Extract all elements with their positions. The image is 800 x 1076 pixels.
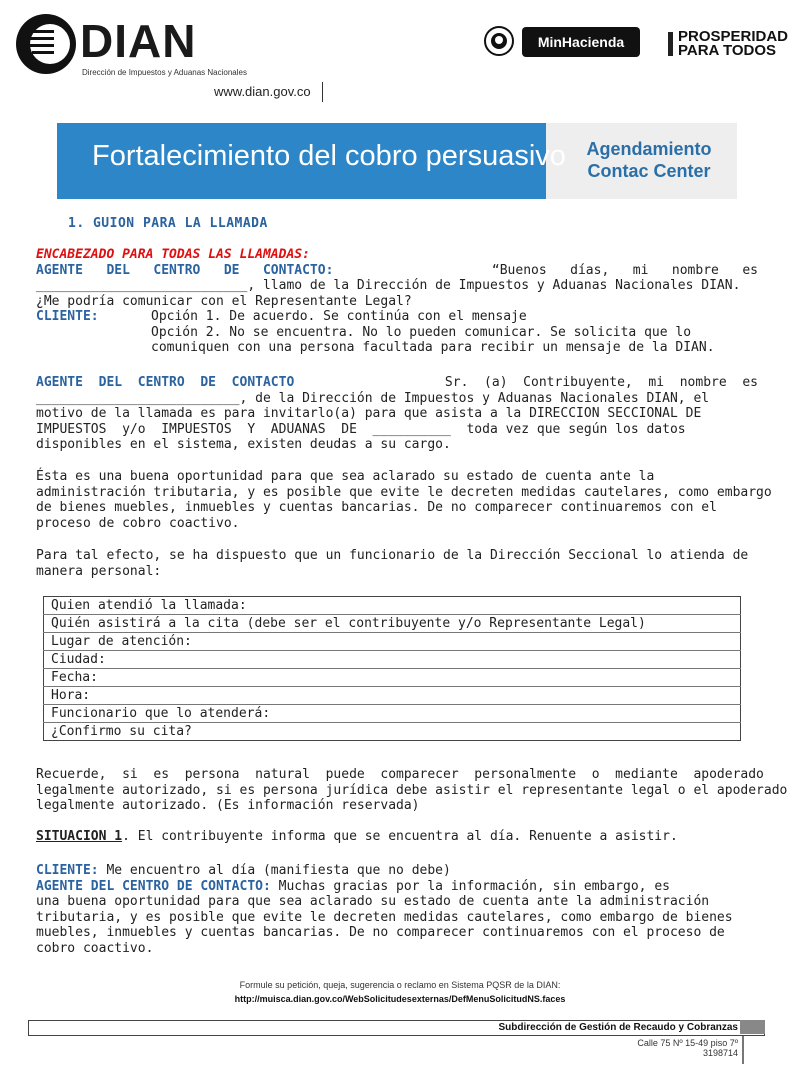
dian-logo-text: DIAN [80, 15, 197, 67]
para1-line1 [36, 375, 758, 391]
para4-line3: legalmente autorizado. (Es información reservada) [36, 798, 420, 813]
client-option2 [36, 325, 758, 356]
form-field-city[interactable]: Ciudad: [44, 651, 741, 669]
intro-agent-line3: ¿Me podría comunicar con el Representante Legal? [36, 293, 412, 309]
footer-phone: 3198714 [702, 1048, 738, 1058]
dian-logo-subtitle: Dirección de Impuestos y Aduanas Nacionales [82, 68, 247, 77]
dialog-line1: una buena oportunidad para que sea aclarado su estado de cuenta ante la administración [36, 894, 710, 909]
client-label: CLIENTE: [36, 309, 99, 324]
dialog-client-label: CLIENTE: [36, 863, 99, 878]
footer-address-block [560, 1038, 738, 1058]
website-link[interactable]: www.dian.gov.co [214, 84, 311, 99]
prosperidad-logo [678, 30, 788, 58]
client-row [36, 309, 758, 325]
situation-1 [36, 829, 678, 845]
para2-line2: administración tributaria, y es posible que evite le decreten medidas cautelares, como embargo [36, 484, 772, 500]
banner-title: Fortalecimiento del cobro persuasivo [92, 140, 566, 172]
intro-block [36, 247, 758, 356]
banner-subtitle [560, 138, 738, 182]
footer-pqsr-link[interactable]: http://muisca.dian.gov.co/WebSolicitudesexternas/DefMenuSolicitudNS.faces [234, 994, 566, 1004]
client-option2-line1: Opción 2. No se encuentra. No lo pueden comunicar. Se solicita que lo [151, 324, 692, 340]
footer-vertical-line [742, 1036, 744, 1064]
footer-subdireccion: Subdirección de Gestión de Recaudo y Cobranzas [498, 1022, 738, 1033]
para1-line5: disponibles en el sistema, existen deudas a su cargo. [36, 437, 451, 452]
table-row [44, 705, 741, 723]
banner-subtitle-line2: Contac Center [587, 161, 711, 181]
para2-line4: proceso de cobro coactivo. [36, 515, 240, 531]
prosperidad-line1: PROSPERIDAD [678, 28, 789, 45]
dialog-agent-label: AGENTE DEL CENTRO DE CONTACTO: [36, 878, 271, 894]
table-row [44, 723, 741, 741]
agent-greeting: “Buenos días, mi nombre es [491, 262, 758, 278]
minhacienda-logo: MinHacienda [522, 27, 640, 57]
footer-address: Calle 75 Nº 15-49 piso 7º [637, 1038, 738, 1048]
dialog-client-line [36, 863, 758, 879]
para1-line3: motivo de la llamada es para invitarlo(a) para que asista a la DIRECCION SECCIONAL DE [36, 406, 702, 421]
paragraph-appointment [36, 548, 758, 579]
table-row [44, 651, 741, 669]
para3-line2: manera personal: [36, 563, 162, 579]
para1-line2: __________________________, de la Dirección de Impuestos y Aduanas Nacionales DIAN, el [36, 390, 710, 406]
form-field-time[interactable]: Hora: [44, 687, 741, 705]
para2-line3: de bienes muebles, inmuebles y cuentas bancarias. De no comparecer continuaremos con el [36, 500, 717, 515]
intro-agent-line1 [36, 263, 758, 279]
intro-heading: ENCABEZADO PARA TODAS LAS LLAMADAS: [36, 247, 310, 262]
situation-text: . El contribuyente informa que se encuentra al día. Renuente a asistir. [122, 829, 678, 844]
client-option2-line2: comuniquen con una persona facultada para recibir un mensaje de la DIAN. [151, 340, 715, 355]
situation-label: SITUACION 1 [36, 829, 123, 844]
banner-subtitle-line1: Agendamiento [586, 139, 712, 159]
para1-line1-text: Sr. (a) Contribuyente, mi nombre es [437, 375, 758, 390]
paragraph-opportunity [36, 469, 772, 531]
prosperidad-line2: PARA TODOS [678, 42, 777, 59]
government-seal-icon [484, 26, 514, 56]
form-field-confirm[interactable]: ¿Confirmo su cita? [51, 724, 192, 739]
form-field-location[interactable]: Lugar de atención: [44, 633, 741, 651]
form-field-attendee[interactable]: Quién asistirá a la cita (debe ser el contribuyente y/o Representante Legal) [44, 615, 741, 633]
footer-pqsr-text: Formule su petición, queja, sugerencia o reclamo en Sistema PQSR de la DIAN: [239, 980, 561, 990]
para1-agent-label: AGENTE DEL CENTRO DE CONTACTO [36, 375, 295, 390]
dialog-line3: muebles, inmuebles y cuentas bancarias. De no comparecer continuaremos con el proceso de [36, 925, 725, 940]
client-option1: Opción 1. De acuerdo. Se continúa con el mensaje [151, 309, 527, 324]
table-row [44, 687, 741, 705]
para4-line2: legalmente autorizado, si es persona jurídica debe asistir el representante legal o el apoderado [36, 782, 788, 798]
dialog-agent-line [36, 879, 758, 895]
dialog-line2: tributaria, y es posible que evite le decreten medidas cautelares, como embargo de bienes [36, 909, 733, 925]
footer-gray-block [740, 1020, 765, 1034]
dialog-block [36, 863, 758, 956]
prosperidad-bar-icon [668, 32, 673, 56]
para1-line4: IMPUESTOS y/o IMPUESTOS Y ADUANAS DE __________ toda vez que según los datos [36, 421, 686, 437]
dialog-line4: cobro coactivo. [36, 940, 154, 956]
table-row [44, 597, 741, 615]
form-field-official[interactable]: Funcionario que lo atenderá: [44, 705, 741, 723]
form-field-date[interactable]: Fecha: [44, 669, 741, 687]
paragraph-reminder [36, 767, 788, 814]
table-row [44, 633, 741, 651]
appointment-form-table [43, 596, 741, 741]
dialog-client-text: Me encuentro al día (manifiesta que no debe) [98, 863, 451, 878]
dialog-agent-text: Muchas gracias por la información, sin embargo, es [270, 878, 670, 894]
paragraph-agent-invitation [36, 375, 758, 453]
intro-agent-line2: ___________________________, llamo de la Dirección de Impuestos y Aduanas Nacionales DIAN. [36, 278, 741, 293]
header-divider [322, 82, 323, 102]
table-row [44, 669, 741, 687]
para4-line1: Recuerde, si es persona natural puede comparecer personalmente o mediante apoderado [36, 767, 764, 782]
para3-line1: Para tal efecto, se ha dispuesto que un funcionario de la Dirección Seccional lo atienda de [36, 548, 749, 563]
agent-label: AGENTE DEL CENTRO DE CONTACTO: [36, 262, 334, 278]
section-title: 1. GUION PARA LA LLAMADA [68, 216, 268, 231]
para2-line1: Ésta es una buena oportunidad para que sea aclarado su estado de cuenta ante la [36, 469, 655, 484]
table-row [44, 615, 741, 633]
form-field-attended-by[interactable]: Quien atendió la llamada: [44, 597, 741, 615]
